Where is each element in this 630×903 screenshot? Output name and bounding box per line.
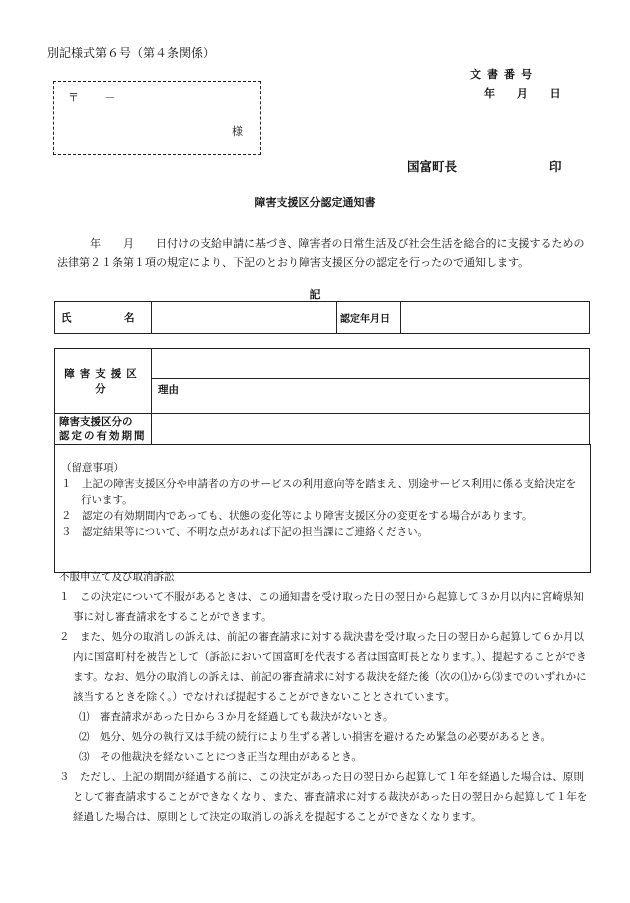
reason-label: 理由: [152, 379, 590, 414]
seal-mark: 印: [549, 159, 562, 174]
issuer-name: 国富町長: [407, 159, 458, 174]
note-item-1: １ 上記の障害支援区分や申請者の方のサービスの利用意向等を踏まえ、別途サービス利用に係る支給決定を行います。: [61, 478, 577, 506]
notes-box: [54, 444, 591, 573]
note-item-3: ３ 認定結果等について、不明な点があれば下記の担当課にご連絡ください。: [61, 526, 429, 538]
document-number: 文書番号: [470, 68, 538, 81]
appeal-sub-item-2: ⑵ 処分、処分の執行又は手続の続行により生ずる著しい損害を避けるため緊急の必要があるとき。: [79, 731, 552, 743]
appeal-item-2: ２ また、処分の取消しの訴えは、前記の審査請求に対する裁決書を受け取った日の翌日から起算して６か月以内に国富町村を被告として（訴訟において国富町を代表する者は国富町長となります。）、提起することができます。なお、処分の取消しの訴えは、前記の審査請求に対する裁決を経た後（次の⑴から⑶までのいずれかに該当するときを除く。）でなければ提起することができないこととされています。: [59, 631, 587, 703]
appeal-section: [59, 567, 589, 827]
postal-mark: 〒 －: [68, 91, 116, 104]
validity-period-value: [152, 414, 590, 445]
note-item-2: ２ 認定の有効期間内であっても、状態の変化等により障害支援区分の変更をする場合があります。: [61, 510, 533, 522]
category-table: [54, 348, 590, 445]
certification-date-value: [401, 302, 590, 334]
name-label: 氏 名: [55, 302, 152, 334]
intro-paragraph: 年 月 日付けの支給申請に基づき、障害者の日常生活及び社会生活を総合的に支援するための法律第２１条第１項の規定により、下記のとおり障害支援区分の認定を行ったので通知します。: [57, 237, 585, 269]
notes-heading: （留意事項）: [61, 462, 124, 474]
appeal-item-3: ３ ただし、上記の期間が経過する前に、この決定があった日の翌日から起算して１年を経過した場合は、原則として審査請求することができなくなり、また、審査請求に対する裁決があった日の翌日から起算して１年を経過した場合は、原則として決定の取消しの訴えを提起することができなくなります。: [59, 771, 588, 823]
form-title: 別記様式第６号（第４条関係）: [47, 46, 216, 60]
appeal-sub-item-3: ⑶ その他裁決を経ないことにつき正当な理由があるとき。: [79, 751, 362, 763]
certification-date-label: 認定年月日: [337, 302, 401, 334]
document-title: 障害支援区分認定通知書: [254, 196, 376, 209]
category-value: [152, 349, 590, 379]
address-honorific: 様: [232, 125, 243, 138]
appeal-sub-item-1: ⑴ 審査請求があった日から３か月を経過しても裁決がないとき。: [79, 711, 394, 723]
validity-period-label-line2: 認定の有効期間: [59, 430, 147, 442]
validity-period-label: [55, 414, 152, 445]
category-label: 障害支援区分: [55, 349, 152, 414]
ki-heading: 記: [309, 288, 321, 301]
address-box: [53, 81, 261, 155]
recipient-table: [54, 301, 590, 334]
name-value: [152, 302, 337, 334]
appeal-heading: 不服申立て及び取消訴訟: [59, 571, 175, 583]
validity-period-label-line1: 障害支援区分の: [59, 416, 133, 428]
appeal-item-1: １ この決定について不服があるときは、この通知書を受け取った日の翌日から起算して３か月以内に宮崎県知事に対し審査請求をすることができます。: [59, 591, 584, 623]
document-date: 年 月 日: [484, 87, 561, 100]
